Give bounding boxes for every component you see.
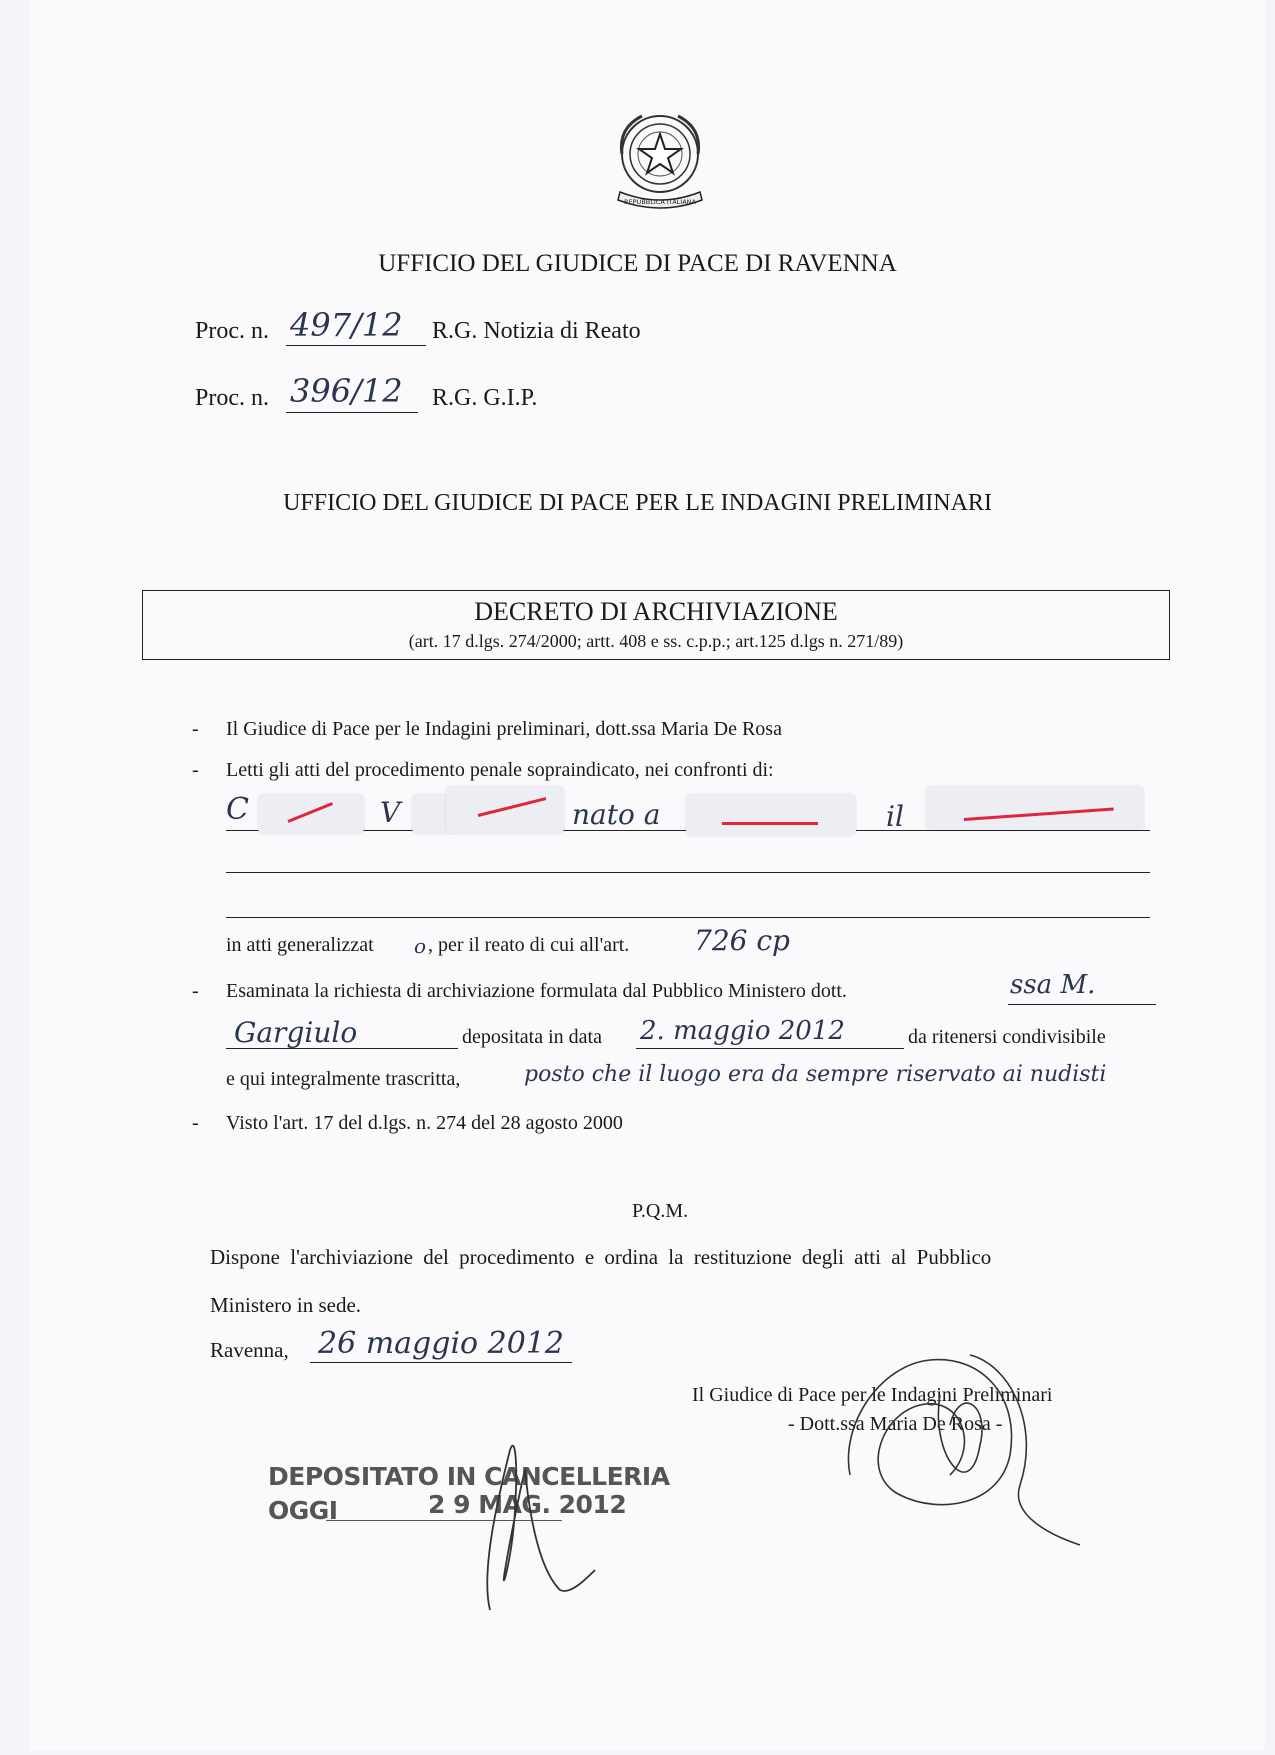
generalized-hw: o	[414, 934, 427, 958]
hw-born-in: nato a	[572, 798, 661, 831]
proc1-suffix: R.G. Notizia di Reato	[432, 318, 641, 344]
proc2-suffix: R.G. G.I.P.	[432, 385, 538, 411]
bullet-law: Visto l'art. 17 del d.lgs. n. 274 del 28 agosto 2000	[226, 1112, 623, 1134]
pm-name-hw: Gargiulo	[234, 1016, 358, 1049]
date-hw: 26 maggio 2012	[318, 1326, 564, 1361]
bullet-dash: -	[192, 759, 199, 781]
reason-hw: posto che il luogo era da sempre riservato ai nudisti	[524, 1062, 1107, 1087]
article-hw: 726 cp	[694, 924, 790, 957]
decree-box	[142, 590, 1170, 660]
judge-signature	[820, 1335, 1090, 1550]
pm-name-underline	[226, 1048, 458, 1049]
italian-republic-emblem	[612, 108, 708, 212]
pqm-line2: Ministero in sede.	[210, 1293, 362, 1317]
bullet-judge: Il Giudice di Pace per le Indagini preliminari, dott.ssa Maria De Rosa	[226, 718, 782, 740]
shareable-text: da ritenersi condivisibile	[908, 1026, 1106, 1048]
defendant-line-2	[226, 872, 1150, 873]
proc1-number: 497/12	[290, 306, 403, 344]
bullet-acts-read: Letti gli atti del procedimento penale sopraindicato, nei confronti di:	[226, 759, 774, 781]
redaction-patch	[686, 794, 856, 836]
bullet-dash: -	[192, 718, 199, 740]
pqm-line1: Dispone l'archiviazione del procedimento e ordina la restituzione degli atti al Pubblico	[210, 1245, 992, 1269]
place-label: Ravenna,	[210, 1338, 289, 1362]
signature-title: Il Giudice di Pace per le Indagini Preliminari	[692, 1384, 1053, 1406]
defendant-line-3	[226, 917, 1150, 918]
pm-underline	[1008, 1004, 1156, 1005]
date-underline	[310, 1362, 572, 1363]
generalized-prefix: in atti generalizzat	[226, 934, 374, 956]
signature-name: - Dott.ssa Maria De Rosa -	[788, 1413, 1003, 1435]
clerk-signature	[460, 1430, 600, 1620]
pm-title-hw: ssa M.	[1010, 970, 1096, 1000]
decree-subtitle: (art. 17 d.lgs. 274/2000; artt. 408 e ss. c.p.p.; art.125 d.lgs n. 271/89)	[408, 631, 904, 651]
transcribed-text: e qui integralmente trascritta,	[226, 1068, 461, 1090]
proc2-number: 396/12	[290, 372, 403, 410]
stamp-oggi: OGGI	[268, 1496, 338, 1525]
proc2-underline	[286, 412, 418, 413]
redaction-strike	[722, 822, 818, 825]
office-gip-title: UFFICIO DEL GIUDICE DI PACE PER LE INDAGINI PRELIMINARI	[283, 490, 992, 516]
stamp-date: 2 9 MAG. 2012	[428, 1490, 627, 1519]
office-title: UFFICIO DEL GIUDICE DI PACE DI RAVENNA	[378, 250, 897, 277]
redaction-patch	[258, 794, 364, 834]
deposited-label: depositata in data	[462, 1026, 602, 1048]
deposited-underline	[636, 1048, 904, 1049]
bullet-dash: -	[192, 1112, 199, 1134]
pqm-title: P.Q.M.	[632, 1200, 689, 1222]
proc1-prefix: Proc. n.	[195, 318, 269, 344]
hw-initial-v: V	[380, 796, 401, 829]
hw-on-date: il	[886, 800, 904, 833]
bullet-dash: -	[192, 980, 199, 1002]
proc1-underline	[286, 345, 426, 346]
stamp-deposited: DEPOSITATO IN CANCELLERIA	[268, 1462, 670, 1491]
decree-title: DECRETO DI ARCHIVIAZIONE	[474, 597, 838, 626]
generalized-mid: , per il reato di cui all'art.	[428, 934, 630, 956]
svg-text:REPUBBLICA ITALIANA: REPUBBLICA ITALIANA	[624, 198, 696, 206]
proc2-prefix: Proc. n.	[195, 385, 269, 411]
hw-initial-c: C	[226, 792, 249, 827]
deposited-date-hw: 2. maggio 2012	[640, 1016, 845, 1046]
bullet-request: Esaminata la richiesta di archiviazione formulata dal Pubblico Ministero dott.	[226, 980, 847, 1002]
